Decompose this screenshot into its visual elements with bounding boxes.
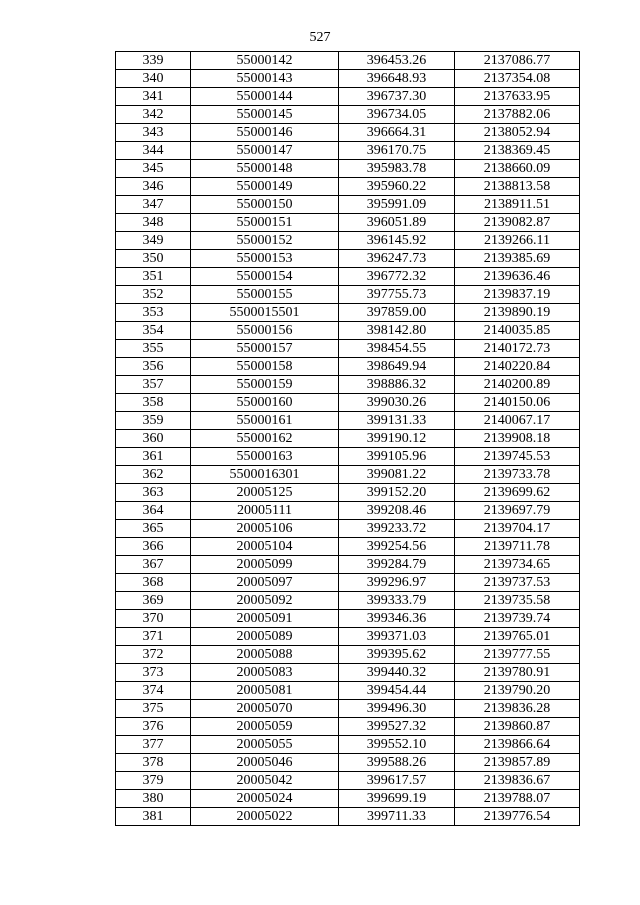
- y-coordinate-cell: 2139733.78: [455, 466, 580, 484]
- y-coordinate-cell: 2138813.58: [455, 178, 580, 196]
- row-index-cell: 367: [116, 556, 191, 574]
- table-row: [116, 700, 580, 718]
- table-row: [116, 808, 580, 826]
- table-row: [116, 88, 580, 106]
- x-coordinate-cell: 396170.75: [339, 142, 455, 160]
- table-row: [116, 736, 580, 754]
- row-index-cell: 354: [116, 322, 191, 340]
- table-row: [116, 340, 580, 358]
- x-coordinate-cell: 395991.09: [339, 196, 455, 214]
- row-index-cell: 353: [116, 304, 191, 322]
- point-id-cell: 20005081: [191, 682, 339, 700]
- row-index-cell: 375: [116, 700, 191, 718]
- table-row: [116, 664, 580, 682]
- point-id-cell: 55000148: [191, 160, 339, 178]
- x-coordinate-cell: 399254.56: [339, 538, 455, 556]
- y-coordinate-cell: 2137086.77: [455, 52, 580, 70]
- row-index-cell: 370: [116, 610, 191, 628]
- y-coordinate-cell: 2139082.87: [455, 214, 580, 232]
- row-index-cell: 362: [116, 466, 191, 484]
- table-row: [116, 448, 580, 466]
- x-coordinate-cell: 399208.46: [339, 502, 455, 520]
- table-row: [116, 286, 580, 304]
- x-coordinate-cell: 399395.62: [339, 646, 455, 664]
- y-coordinate-cell: 2139860.87: [455, 718, 580, 736]
- y-coordinate-cell: 2140220.84: [455, 358, 580, 376]
- y-coordinate-cell: 2138660.09: [455, 160, 580, 178]
- table-row: [116, 718, 580, 736]
- table-row: [116, 520, 580, 538]
- x-coordinate-cell: 399588.26: [339, 754, 455, 772]
- row-index-cell: 347: [116, 196, 191, 214]
- table-row: [116, 394, 580, 412]
- x-coordinate-cell: 399131.33: [339, 412, 455, 430]
- table-row: [116, 772, 580, 790]
- x-coordinate-cell: 396772.32: [339, 268, 455, 286]
- point-id-cell: 55000150: [191, 196, 339, 214]
- point-id-cell: 20005022: [191, 808, 339, 826]
- x-coordinate-cell: 399284.79: [339, 556, 455, 574]
- point-id-cell: 55000147: [191, 142, 339, 160]
- row-index-cell: 361: [116, 448, 191, 466]
- point-id-cell: 55000145: [191, 106, 339, 124]
- point-id-cell: 55000143: [191, 70, 339, 88]
- table-row: [116, 106, 580, 124]
- row-index-cell: 365: [116, 520, 191, 538]
- x-coordinate-cell: 398649.94: [339, 358, 455, 376]
- table-row: [116, 646, 580, 664]
- x-coordinate-cell: 399440.32: [339, 664, 455, 682]
- point-id-cell: 55000146: [191, 124, 339, 142]
- y-coordinate-cell: 2139836.67: [455, 772, 580, 790]
- coordinates-table: [115, 51, 580, 826]
- x-coordinate-cell: 396664.31: [339, 124, 455, 142]
- x-coordinate-cell: 396737.30: [339, 88, 455, 106]
- point-id-cell: 55000144: [191, 88, 339, 106]
- page-number: 527: [309, 30, 331, 45]
- row-index-cell: 379: [116, 772, 191, 790]
- x-coordinate-cell: 397859.00: [339, 304, 455, 322]
- y-coordinate-cell: 2140200.89: [455, 376, 580, 394]
- point-id-cell: 20005092: [191, 592, 339, 610]
- table-row: [116, 628, 580, 646]
- point-id-cell: 55000159: [191, 376, 339, 394]
- row-index-cell: 374: [116, 682, 191, 700]
- point-id-cell: 55000149: [191, 178, 339, 196]
- row-index-cell: 349: [116, 232, 191, 250]
- x-coordinate-cell: 399105.96: [339, 448, 455, 466]
- table-row: [116, 232, 580, 250]
- point-id-cell: 20005083: [191, 664, 339, 682]
- point-id-cell: 55000162: [191, 430, 339, 448]
- table-row: [116, 484, 580, 502]
- x-coordinate-cell: 399233.72: [339, 520, 455, 538]
- y-coordinate-cell: 2139385.69: [455, 250, 580, 268]
- row-index-cell: 380: [116, 790, 191, 808]
- row-index-cell: 372: [116, 646, 191, 664]
- row-index-cell: 377: [116, 736, 191, 754]
- x-coordinate-cell: 399346.36: [339, 610, 455, 628]
- point-id-cell: 55000161: [191, 412, 339, 430]
- table-row: [116, 160, 580, 178]
- x-coordinate-cell: 395960.22: [339, 178, 455, 196]
- row-index-cell: 345: [116, 160, 191, 178]
- x-coordinate-cell: 396648.93: [339, 70, 455, 88]
- table-row: [116, 268, 580, 286]
- y-coordinate-cell: 2138911.51: [455, 196, 580, 214]
- x-coordinate-cell: 398454.55: [339, 340, 455, 358]
- y-coordinate-cell: 2138052.94: [455, 124, 580, 142]
- table-row: [116, 754, 580, 772]
- row-index-cell: 340: [116, 70, 191, 88]
- y-coordinate-cell: 2139857.89: [455, 754, 580, 772]
- x-coordinate-cell: 397755.73: [339, 286, 455, 304]
- row-index-cell: 343: [116, 124, 191, 142]
- point-id-cell: 5500016301: [191, 466, 339, 484]
- table-row: [116, 124, 580, 142]
- y-coordinate-cell: 2140150.06: [455, 394, 580, 412]
- y-coordinate-cell: 2140067.17: [455, 412, 580, 430]
- table-row: [116, 376, 580, 394]
- row-index-cell: 369: [116, 592, 191, 610]
- point-id-cell: 20005055: [191, 736, 339, 754]
- row-index-cell: 363: [116, 484, 191, 502]
- row-index-cell: 366: [116, 538, 191, 556]
- table-row: [116, 556, 580, 574]
- x-coordinate-cell: 395983.78: [339, 160, 455, 178]
- y-coordinate-cell: 2139790.20: [455, 682, 580, 700]
- row-index-cell: 339: [116, 52, 191, 70]
- point-id-cell: 20005042: [191, 772, 339, 790]
- y-coordinate-cell: 2137633.95: [455, 88, 580, 106]
- table-row: [116, 538, 580, 556]
- row-index-cell: 351: [116, 268, 191, 286]
- point-id-cell: 55000142: [191, 52, 339, 70]
- row-index-cell: 352: [116, 286, 191, 304]
- x-coordinate-cell: 396453.26: [339, 52, 455, 70]
- row-index-cell: 381: [116, 808, 191, 826]
- row-index-cell: 378: [116, 754, 191, 772]
- point-id-cell: 20005097: [191, 574, 339, 592]
- y-coordinate-cell: 2140172.73: [455, 340, 580, 358]
- table-row: [116, 682, 580, 700]
- y-coordinate-cell: 2139699.62: [455, 484, 580, 502]
- point-id-cell: 20005046: [191, 754, 339, 772]
- table-row: [116, 430, 580, 448]
- table-row: [116, 574, 580, 592]
- x-coordinate-cell: 399527.32: [339, 718, 455, 736]
- x-coordinate-cell: 399711.33: [339, 808, 455, 826]
- row-index-cell: 359: [116, 412, 191, 430]
- x-coordinate-cell: 399496.30: [339, 700, 455, 718]
- point-id-cell: 55000151: [191, 214, 339, 232]
- point-id-cell: 20005024: [191, 790, 339, 808]
- y-coordinate-cell: 2139739.74: [455, 610, 580, 628]
- row-index-cell: 358: [116, 394, 191, 412]
- y-coordinate-cell: 2139735.58: [455, 592, 580, 610]
- x-coordinate-cell: 399190.12: [339, 430, 455, 448]
- x-coordinate-cell: 399296.97: [339, 574, 455, 592]
- point-id-cell: 20005099: [191, 556, 339, 574]
- point-id-cell: 55000155: [191, 286, 339, 304]
- point-id-cell: 55000153: [191, 250, 339, 268]
- y-coordinate-cell: 2139836.28: [455, 700, 580, 718]
- y-coordinate-cell: 2138369.45: [455, 142, 580, 160]
- point-id-cell: 20005106: [191, 520, 339, 538]
- row-index-cell: 371: [116, 628, 191, 646]
- point-id-cell: 20005059: [191, 718, 339, 736]
- point-id-cell: 55000163: [191, 448, 339, 466]
- row-index-cell: 373: [116, 664, 191, 682]
- y-coordinate-cell: 2140035.85: [455, 322, 580, 340]
- point-id-cell: 20005070: [191, 700, 339, 718]
- table-row: [116, 358, 580, 376]
- table-row: [116, 502, 580, 520]
- y-coordinate-cell: 2139908.18: [455, 430, 580, 448]
- row-index-cell: 341: [116, 88, 191, 106]
- x-coordinate-cell: 396247.73: [339, 250, 455, 268]
- table-row: [116, 196, 580, 214]
- point-id-cell: 55000154: [191, 268, 339, 286]
- x-coordinate-cell: 399454.44: [339, 682, 455, 700]
- table-row: [116, 52, 580, 70]
- y-coordinate-cell: 2139734.65: [455, 556, 580, 574]
- point-id-cell: 55000158: [191, 358, 339, 376]
- table-row: [116, 250, 580, 268]
- row-index-cell: 346: [116, 178, 191, 196]
- coordinates-table-body: [116, 52, 580, 826]
- y-coordinate-cell: 2137354.08: [455, 70, 580, 88]
- x-coordinate-cell: 398886.32: [339, 376, 455, 394]
- point-id-cell: 20005091: [191, 610, 339, 628]
- row-index-cell: 357: [116, 376, 191, 394]
- x-coordinate-cell: 399552.10: [339, 736, 455, 754]
- y-coordinate-cell: 2139890.19: [455, 304, 580, 322]
- y-coordinate-cell: 2139866.64: [455, 736, 580, 754]
- point-id-cell: 20005111: [191, 502, 339, 520]
- y-coordinate-cell: 2139788.07: [455, 790, 580, 808]
- x-coordinate-cell: 399081.22: [339, 466, 455, 484]
- y-coordinate-cell: 2139636.46: [455, 268, 580, 286]
- table-row: [116, 466, 580, 484]
- table-row: [116, 790, 580, 808]
- point-id-cell: 55000157: [191, 340, 339, 358]
- y-coordinate-cell: 2139837.19: [455, 286, 580, 304]
- x-coordinate-cell: 396734.05: [339, 106, 455, 124]
- y-coordinate-cell: 2139780.91: [455, 664, 580, 682]
- y-coordinate-cell: 2139765.01: [455, 628, 580, 646]
- x-coordinate-cell: 399371.03: [339, 628, 455, 646]
- point-id-cell: 55000152: [191, 232, 339, 250]
- table-row: [116, 610, 580, 628]
- x-coordinate-cell: 396051.89: [339, 214, 455, 232]
- x-coordinate-cell: 399699.19: [339, 790, 455, 808]
- row-index-cell: 360: [116, 430, 191, 448]
- y-coordinate-cell: 2139737.53: [455, 574, 580, 592]
- point-id-cell: 5500015501: [191, 304, 339, 322]
- row-index-cell: 350: [116, 250, 191, 268]
- x-coordinate-cell: 399030.26: [339, 394, 455, 412]
- table-row: [116, 142, 580, 160]
- row-index-cell: 376: [116, 718, 191, 736]
- y-coordinate-cell: 2139711.78: [455, 538, 580, 556]
- row-index-cell: 355: [116, 340, 191, 358]
- row-index-cell: 368: [116, 574, 191, 592]
- row-index-cell: 356: [116, 358, 191, 376]
- y-coordinate-cell: 2139777.55: [455, 646, 580, 664]
- table-row: [116, 70, 580, 88]
- y-coordinate-cell: 2139704.17: [455, 520, 580, 538]
- y-coordinate-cell: 2139697.79: [455, 502, 580, 520]
- x-coordinate-cell: 399617.57: [339, 772, 455, 790]
- y-coordinate-cell: 2139776.54: [455, 808, 580, 826]
- point-id-cell: 20005089: [191, 628, 339, 646]
- table-row: [116, 592, 580, 610]
- point-id-cell: 20005104: [191, 538, 339, 556]
- row-index-cell: 364: [116, 502, 191, 520]
- point-id-cell: 20005088: [191, 646, 339, 664]
- row-index-cell: 342: [116, 106, 191, 124]
- table-row: [116, 412, 580, 430]
- row-index-cell: 344: [116, 142, 191, 160]
- y-coordinate-cell: 2139745.53: [455, 448, 580, 466]
- y-coordinate-cell: 2137882.06: [455, 106, 580, 124]
- point-id-cell: 55000160: [191, 394, 339, 412]
- table-row: [116, 322, 580, 340]
- x-coordinate-cell: 396145.92: [339, 232, 455, 250]
- point-id-cell: 20005125: [191, 484, 339, 502]
- table-row: [116, 304, 580, 322]
- row-index-cell: 348: [116, 214, 191, 232]
- table-row: [116, 214, 580, 232]
- x-coordinate-cell: 399152.20: [339, 484, 455, 502]
- x-coordinate-cell: 399333.79: [339, 592, 455, 610]
- table-row: [116, 178, 580, 196]
- x-coordinate-cell: 398142.80: [339, 322, 455, 340]
- y-coordinate-cell: 2139266.11: [455, 232, 580, 250]
- point-id-cell: 55000156: [191, 322, 339, 340]
